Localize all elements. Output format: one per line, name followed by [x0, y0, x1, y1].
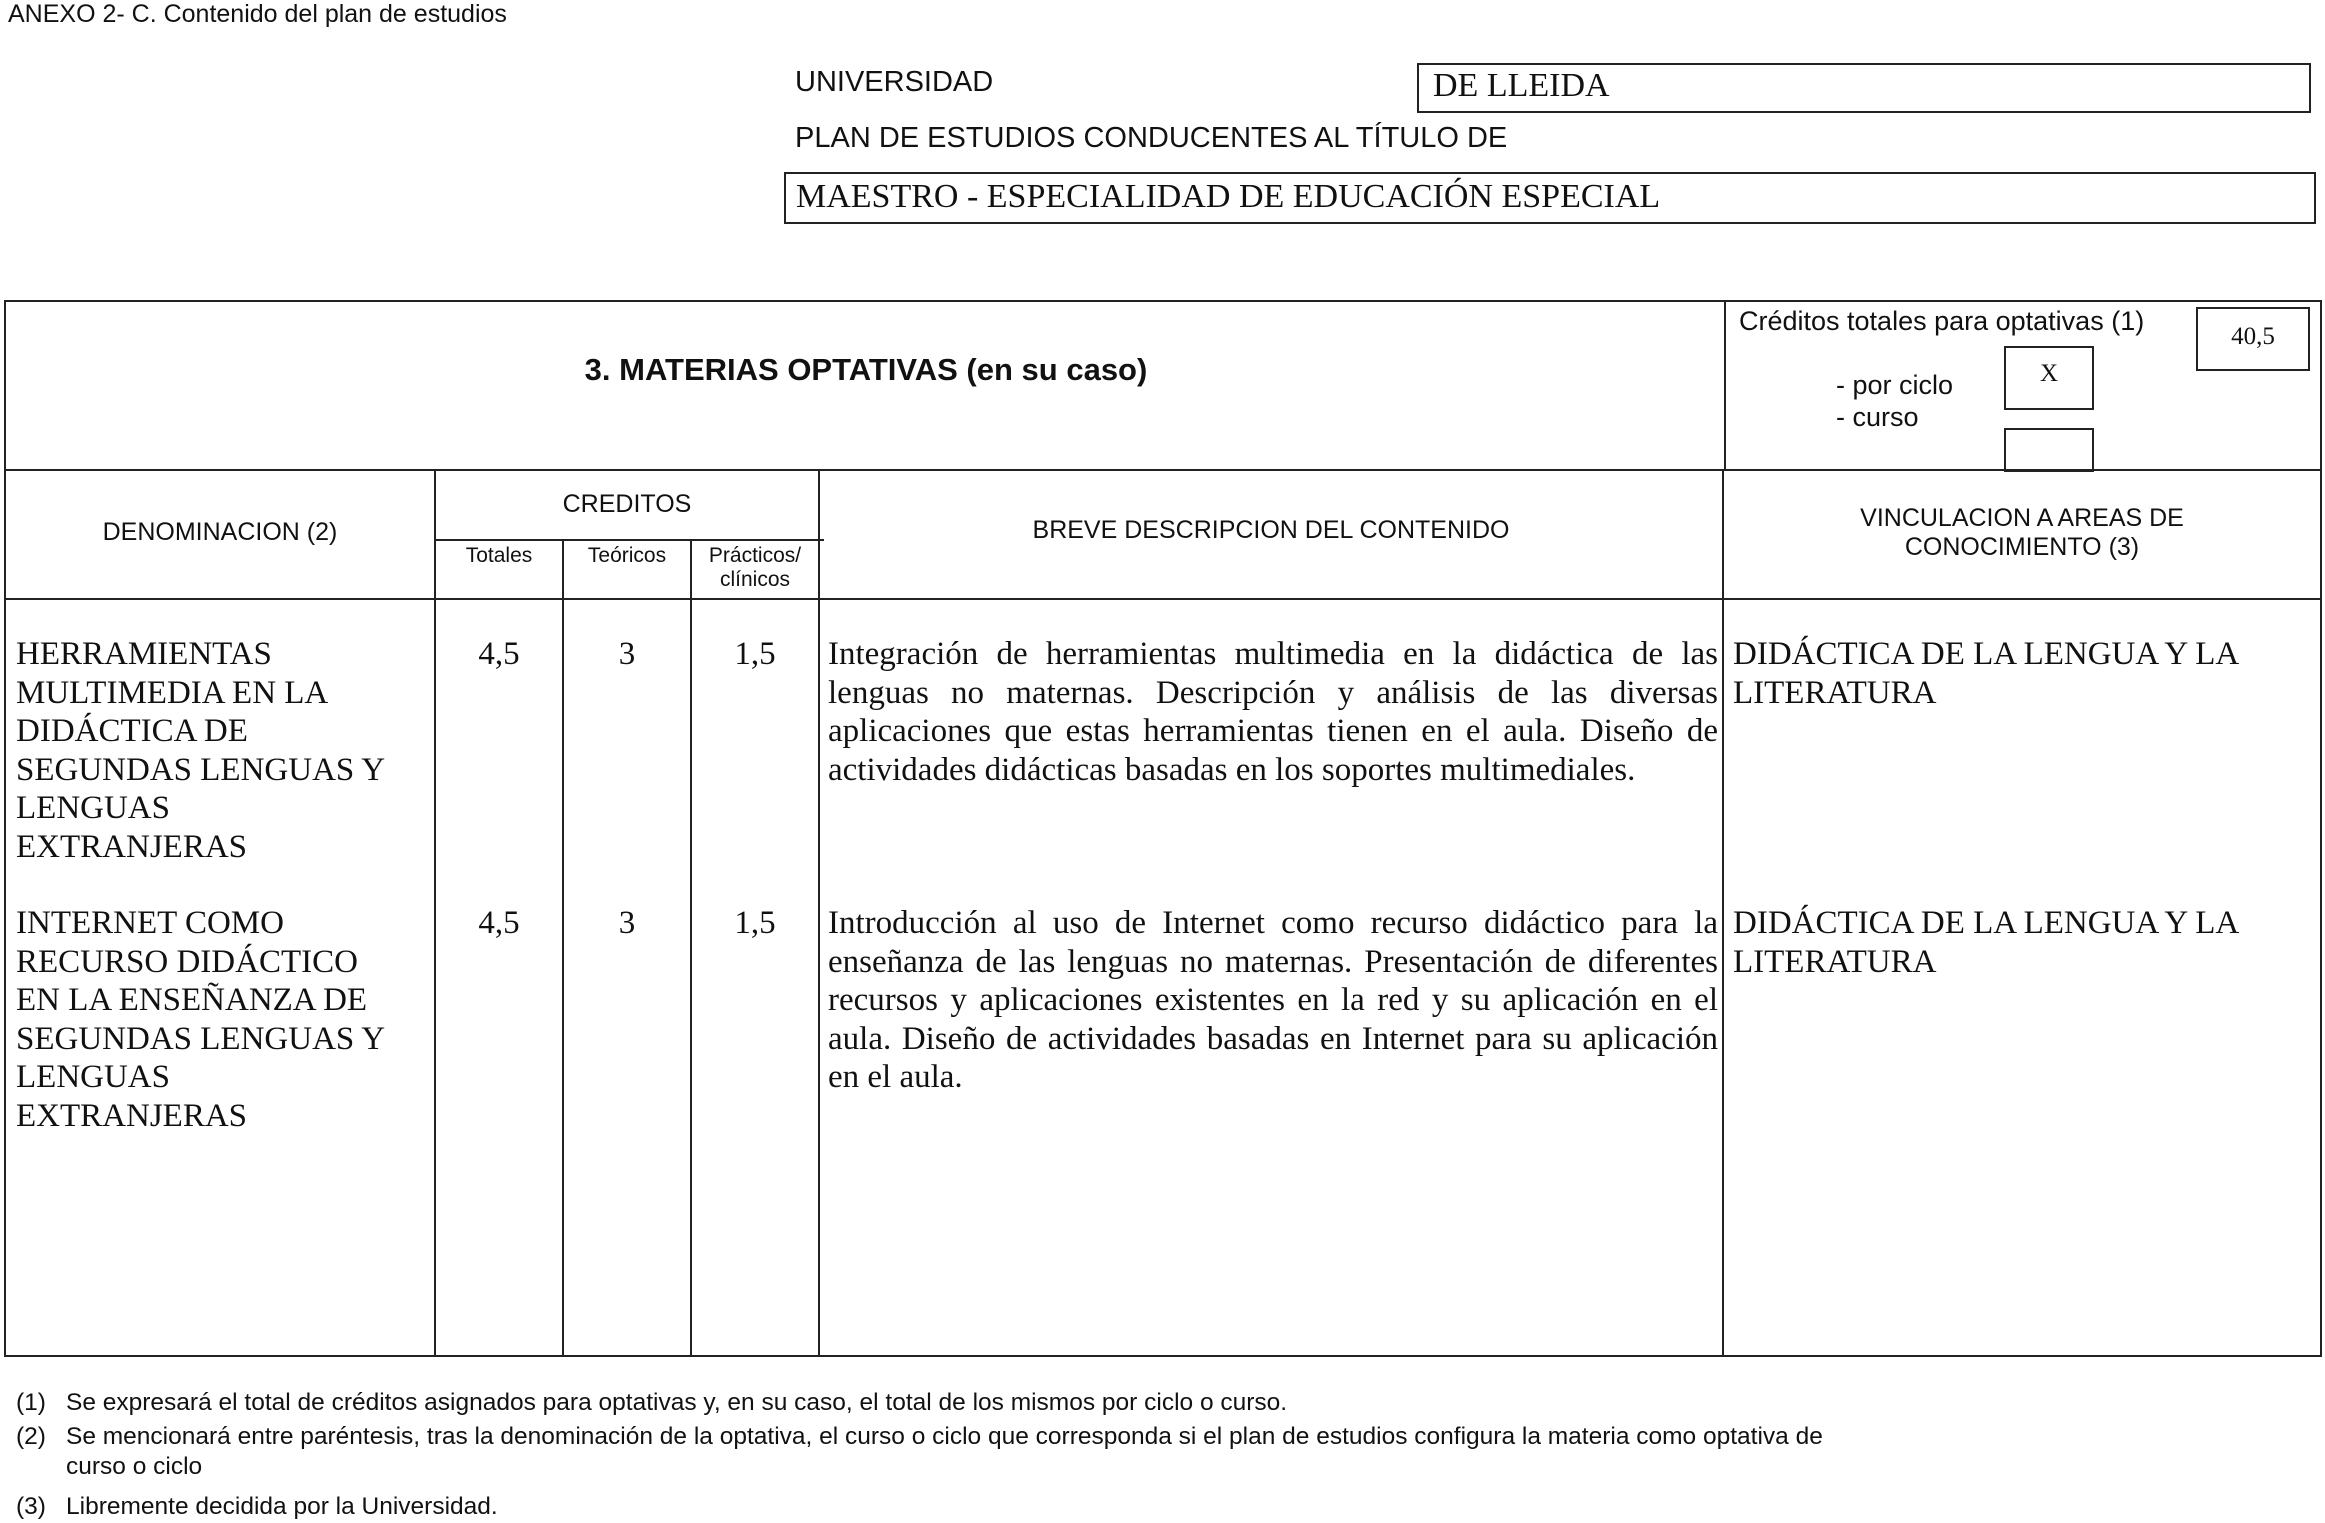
- optional-credits-value: 40,5: [2231, 323, 2275, 350]
- footnote-number: (2): [16, 1423, 46, 1450]
- degree-title-field: [784, 172, 2316, 224]
- footnote-text-line: Se mencionará entre paréntesis, tras la denominación de la optativa, el curso o ciclo que corresponda si el plan de estudios configura la materia como optativa de: [66, 1423, 1823, 1450]
- name-line: LENGUAS: [16, 1059, 170, 1095]
- header-denomination: DENOMINACION (2): [102, 518, 338, 546]
- optional-credits-box: [2196, 307, 2310, 371]
- plan-label: PLAN DE ESTUDIOS CONDUCENTES AL TÍTULO DE: [795, 122, 1508, 154]
- row-total-credits: 4,5: [478, 905, 520, 941]
- section-title: 3. MATERIAS OPTATIVAS (en su caso): [584, 352, 1148, 387]
- row-theoretical-credits: 3: [618, 636, 636, 672]
- footnote-number: (3): [16, 1493, 46, 1520]
- name-line: EXTRANJERAS: [16, 828, 248, 865]
- row-total-credits: 4,5: [478, 636, 520, 672]
- row-description: Integración de herramientas multimedia en la didáctica de las lenguas no maternas. Descripción y análisis de las diversas aplicaciones que estas herramientas tienen en el aula. Diseño de actividades didácticas basadas en los soportes multimediales.: [828, 636, 1718, 788]
- table-row-name: [16, 635, 436, 866]
- header-area-line2: CONOCIMIENTO (3): [1904, 533, 2140, 561]
- row-description: Introducción al uso de Internet como recurso didáctico para la enseñanza de las lenguas no maternas. Presentación de diferentes recursos y aplicaciones existentes en la red y su aplicación en el aula. Diseño de actividades basadas en Internet para su aplicación en el aula.: [828, 905, 1718, 1095]
- university-value: DE LLEIDA: [1433, 67, 1610, 104]
- divider: [6, 469, 2320, 471]
- name-line: HERRAMIENTAS: [16, 636, 272, 672]
- per-cycle-value: X: [2039, 360, 2059, 387]
- name-line: LENGUAS: [16, 790, 170, 826]
- header-credits: CREDITOS: [562, 490, 692, 518]
- header-theoretical: Teóricos: [587, 544, 667, 567]
- optional-credits-label: Créditos totales para optativas (1): [1739, 306, 2145, 336]
- header-practical: [692, 544, 818, 592]
- annex-title: ANEXO 2- C. Contenido del plan de estudios: [8, 0, 507, 28]
- row-practical-credits: 1,5: [734, 636, 776, 672]
- course-box: [2004, 428, 2094, 472]
- area-line: DIDÁCTICA DE LA LENGUA Y LA: [1733, 905, 2240, 941]
- footnote-text: [66, 1422, 2266, 1482]
- per-cycle-box: [2004, 346, 2094, 410]
- table-row-name: [16, 904, 436, 1135]
- name-line: EXTRANJERAS: [16, 1097, 248, 1134]
- divider: [436, 539, 824, 541]
- area-line: LITERATURA: [1733, 943, 1937, 980]
- header-area-line1: VINCULACION A AREAS DE: [1860, 504, 2184, 532]
- degree-title-value: MAESTRO - ESPECIALIDAD DE EDUCACIÓN ESPECIAL: [796, 178, 1661, 215]
- footnote-text-line: curso o ciclo: [66, 1453, 203, 1480]
- course-label: - curso: [1836, 402, 1919, 432]
- university-field: [1417, 63, 2311, 113]
- per-cycle-label: - por ciclo: [1836, 370, 1954, 400]
- optional-subjects-table: [4, 300, 2322, 1357]
- divider: [1724, 302, 1726, 470]
- row-area: [1733, 635, 2313, 712]
- header-description: BREVE DESCRIPCION DEL CONTENIDO: [1032, 516, 1510, 544]
- footnote-text: Libremente decidida por la Universidad.: [66, 1493, 498, 1520]
- name-line: MULTIMEDIA EN LA: [16, 674, 329, 711]
- divider: [818, 470, 820, 1355]
- name-line: EN LA ENSEÑANZA DE: [16, 982, 368, 1018]
- name-line: SEGUNDAS LENGUAS Y: [16, 751, 386, 788]
- divider: [1722, 470, 1724, 1355]
- header-practical-line2: clínicos: [719, 568, 791, 591]
- header-total: Totales: [465, 544, 533, 567]
- row-area: [1733, 904, 2313, 981]
- area-line: DIDÁCTICA DE LA LENGUA Y LA: [1733, 636, 2240, 672]
- row-theoretical-credits: 3: [618, 905, 636, 941]
- name-line: INTERNET COMO: [16, 905, 284, 941]
- header-practical-line1: Prácticos/: [708, 544, 802, 567]
- name-line: RECURSO DIDÁCTICO: [16, 943, 358, 980]
- header-area: [1724, 504, 2320, 562]
- footnote-number: (1): [16, 1389, 46, 1416]
- name-line: SEGUNDAS LENGUAS Y: [16, 1020, 386, 1057]
- footnote-text: Se expresará el total de créditos asignados para optativas y, en su caso, el total de los mismos por ciclo o curso.: [66, 1389, 1288, 1416]
- name-line: DIDÁCTICA DE: [16, 713, 248, 749]
- row-practical-credits: 1,5: [734, 905, 776, 941]
- university-label: UNIVERSIDAD: [795, 66, 994, 98]
- divider: [6, 598, 2320, 600]
- area-line: LITERATURA: [1733, 674, 1937, 711]
